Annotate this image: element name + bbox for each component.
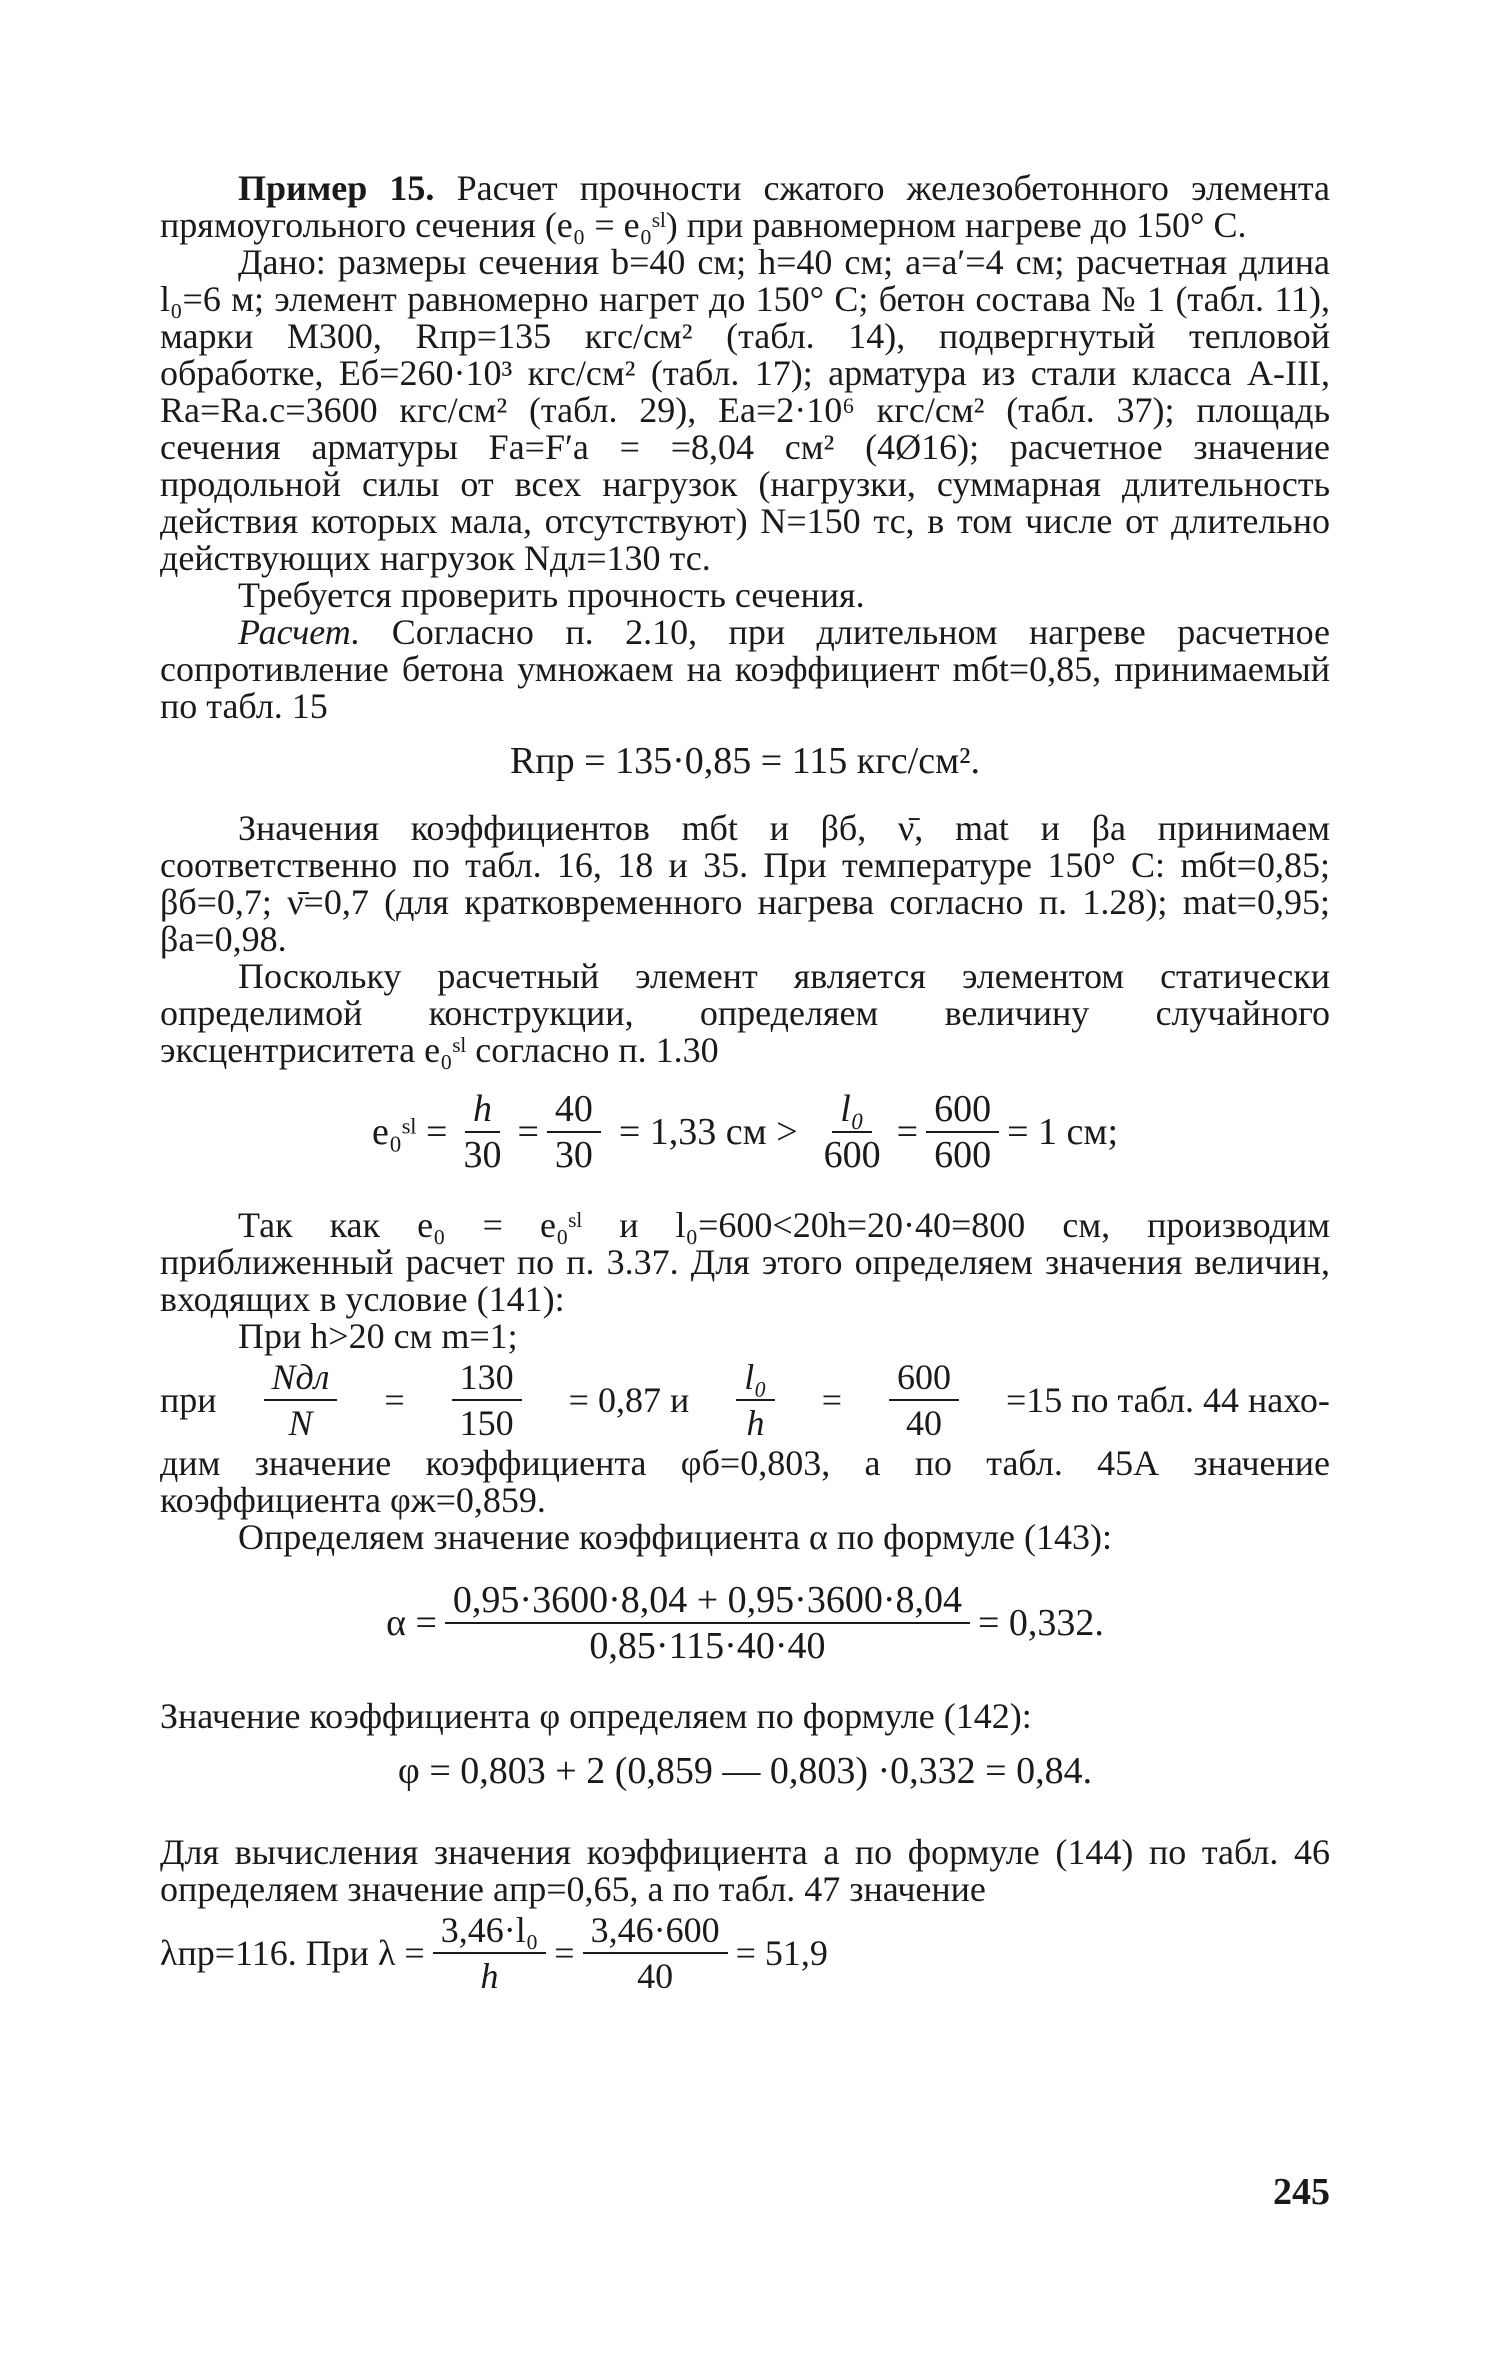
- ecc-f4-num: 600: [926, 1087, 999, 1133]
- pri-f1-num: Nдл: [264, 1355, 338, 1401]
- pri-fractions-line: [160, 1355, 1330, 1445]
- given-paragraph: Дано: размеры сечения b=40 см; h=40 см; a=a′=4 см; расчетная длина l₀=6 м; элемент равномерно нагрет до 150° С; бетон состава № 1 (табл. 11), марки М300, Rпр=135 кгс/см² (табл. 14), подвергнутый тепловой обработке, Eб=260·10³ кгс/см² (табл. 17); арматура из стали класса А-III, Ra=Ra.c=3600 кгс/см² (табл. 29), Ea=2·10⁶ кгс/см² (табл. 37); площадь сечения арматуры Fa=F′a = =8,04 см² (4Ø16); расчетное значение продольной силы от всех нагрузок (нагрузки, суммарная длительность действия которых мала, отсутствуют) N=150 тс, в том числе от длительно действующих нагрузок Nдл=130 тс.: [160, 242, 1330, 578]
- ecc-f4-den: 600: [934, 1134, 992, 1176]
- pri-eq1: =: [384, 1379, 405, 1420]
- ecc-end: = 1 см;: [1007, 1110, 1118, 1153]
- pri-f1-den: N: [288, 1403, 313, 1443]
- ecc-lhs: e₀ˢˡ =: [372, 1110, 448, 1153]
- lambda-f1-num: 3,46·l₀: [433, 1908, 547, 1954]
- eccentricity-paragraph: Поскольку расчетный элемент является элементом статически определимой конструкции, определяем величину случайного эксцентриситета e₀ˢˡ согласно п. 1.30: [160, 956, 1330, 1070]
- pri-f2-den: 150: [459, 1403, 514, 1443]
- lambda-line: [160, 1908, 1330, 1998]
- calc-label: Расчет.: [238, 612, 361, 652]
- alpha-lhs: α =: [386, 1601, 437, 1644]
- example-title: Расчет прочности сжатого железобетонного элемента прямоугольного сечения (e₀ = e₀ˢˡ) при равномерном нагреве до 150° С.: [160, 168, 1330, 245]
- formula-eccentricity: [160, 1087, 1330, 1177]
- pri-fraction-3: [736, 1355, 775, 1445]
- calc-text: Согласно п. 2.10, при длительном нагреве расчетное сопротивление бетона умножаем на коэффициент mбt=0,85, принимаемый по табл. 15: [160, 612, 1330, 726]
- lambda-fraction-1: [433, 1908, 547, 1998]
- alpha-fraction: [445, 1578, 970, 1668]
- formula-rpr: Rпр = 135·0,85 = 115 кгс/см².: [509, 740, 981, 782]
- lambda-f2-num: 3,46·600: [583, 1908, 728, 1954]
- alpha-num: 0,95·3600·8,04 + 0,95·3600·8,04: [445, 1578, 970, 1624]
- pri-continuation: дим значение коэффициента φб=0,803, а по табл. 45А значение коэффициента φж=0,859.: [160, 1443, 1330, 1520]
- last-paragraph: Для вычисления значения коэффициента a по формуле (144) по табл. 46 определяем значение aпр=0,65, а по табл. 47 значение: [160, 1832, 1330, 1909]
- lambda-end: = 51,9: [735, 1932, 828, 1973]
- lambda-f2-den: 40: [637, 1956, 674, 1996]
- pri-fraction-4: [889, 1355, 959, 1445]
- pri-f3-num: l₀: [736, 1355, 775, 1401]
- example-label: Пример 15.: [238, 168, 435, 208]
- alpha-rhs: = 0,332.: [977, 1601, 1104, 1644]
- pri-f4-den: 40: [905, 1403, 942, 1443]
- pri-f4-num: 600: [889, 1355, 959, 1401]
- example-heading: [160, 170, 1330, 244]
- ecc-f1-num: h: [465, 1087, 500, 1133]
- ecc-mid: = 1,33 см >: [618, 1110, 798, 1153]
- alpha-intro: Определяем значение коэффициента α по формуле (143):: [238, 1517, 1112, 1557]
- lambda-fraction-2: [583, 1908, 728, 1998]
- ecc-f1-den: 30: [463, 1134, 502, 1176]
- ecc-f2-num: 40: [547, 1087, 601, 1133]
- page-number: 245: [1273, 2171, 1330, 2213]
- phi-intro: Значение коэффициента φ определяем по формуле (142):: [160, 1696, 1032, 1736]
- ecc-fraction-1: [455, 1087, 509, 1177]
- calc-paragraph: [160, 614, 1330, 725]
- ecc-f3-den: 600: [823, 1134, 881, 1176]
- pri-f3-den: h: [746, 1403, 765, 1443]
- alpha-den: 0,85·115·40·40: [589, 1625, 826, 1667]
- lambda-eq: =: [554, 1932, 575, 1973]
- pri-fraction-2: [452, 1355, 522, 1445]
- coefficients-paragraph: Значения коэффициентов mбt и βб, ν̄, mat и βa принимаем соответственно по табл. 16, 18 и 35. При температуре 150° С: mбt=0,85; βб=0,7; ν̄=0,7 (для кратковременного нагрева согласно п. 1.28); mat=0,95; βa=0,98.: [160, 808, 1330, 959]
- pri-end: =15 по табл. 44 нахо-: [1005, 1379, 1330, 1420]
- pri-eq2: =: [821, 1379, 842, 1420]
- formula-phi: φ = 0,803 + 2 (0,859 — 0,803) ·0,332 = 0,84.: [397, 1750, 1093, 1792]
- formula-alpha: [160, 1578, 1330, 1668]
- ecc-fraction-2: [547, 1087, 601, 1177]
- pri-line: При h>20 см m=1;: [238, 1316, 518, 1356]
- ecc-eq2: =: [896, 1110, 919, 1153]
- ecc-fraction-4: [926, 1087, 999, 1177]
- page-body: [160, 170, 1330, 1998]
- approx-paragraph: Так как e₀ = e₀ˢˡ и l₀=600<20h=20·40=800 см, производим приближенный расчет по п. 3.37. Для этого определяем значения величин, входящих в условие (141):: [160, 1205, 1330, 1319]
- pri-mid: = 0,87 и: [568, 1379, 690, 1420]
- required-paragraph: Требуется проверить прочность сечения.: [238, 575, 865, 615]
- pri-f2-num: 130: [452, 1355, 522, 1401]
- ecc-f3-num: l₀: [832, 1087, 872, 1133]
- lambda-start: λпр=116. При λ =: [160, 1932, 425, 1973]
- ecc-fraction-3: [816, 1087, 889, 1177]
- pri-fraction-1: [264, 1355, 338, 1445]
- lambda-f1-den: h: [480, 1956, 499, 1996]
- ecc-eq1: =: [517, 1110, 539, 1153]
- ecc-f2-den: 30: [554, 1134, 593, 1176]
- pri-word: при: [160, 1379, 217, 1420]
